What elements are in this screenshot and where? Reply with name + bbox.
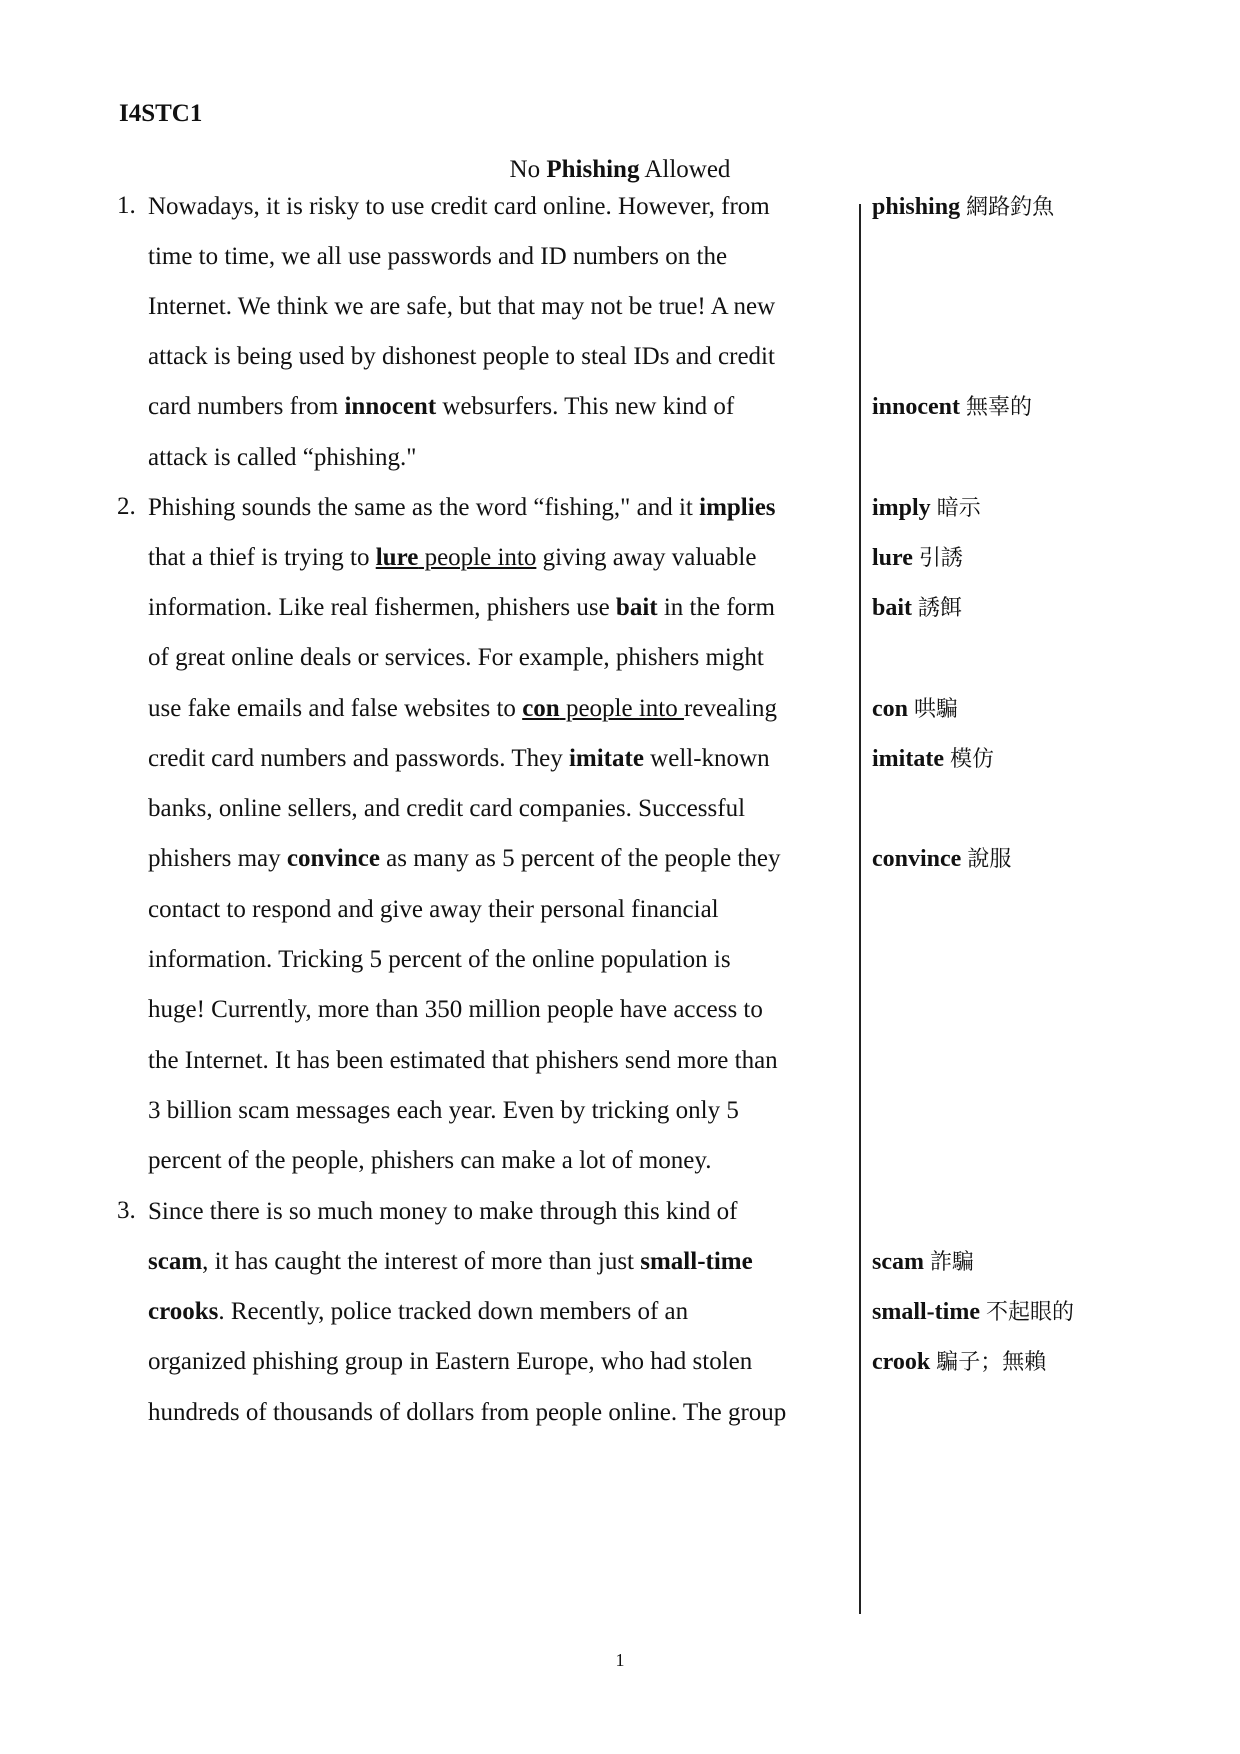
text-line [148, 844, 780, 874]
line-text: Internet. We think we are safe, but that may not be true! A new [148, 293, 776, 320]
line-text: attack is being used by dishonest people to steal IDs and credit [148, 343, 775, 370]
line-text: websurfers. This new kind of [436, 393, 735, 420]
vocab-translation: 誘餌 [918, 596, 963, 621]
keyword-innocent: innocent [344, 393, 437, 420]
line-text: information. Like real fishermen, phishers use [148, 594, 616, 621]
text-line [148, 694, 777, 724]
text-line [148, 1297, 688, 1327]
vocab-entry-phishing [872, 192, 1054, 223]
vocab-entry-convince [872, 844, 1011, 875]
line-text: organized phishing group in Eastern Europe, who had stolen [148, 1348, 753, 1375]
line-text: hundreds of thousands of dollars from people online. The group [148, 1399, 787, 1426]
underlined-phrase: people into [418, 544, 537, 571]
text-line [148, 192, 770, 222]
text-line [148, 945, 731, 975]
keyword-con: con [522, 695, 560, 722]
line-text: , it has caught the interest of more than just [202, 1248, 641, 1275]
text-line [148, 1197, 738, 1227]
text-line [148, 242, 727, 272]
line-text: Phishing sounds the same as the word “fishing," and it [148, 494, 700, 521]
vocab-translation: 引誘 [918, 546, 963, 571]
keyword-crooks: crooks [148, 1298, 219, 1325]
text-line [148, 593, 775, 623]
paragraph-number-1: 1. [117, 192, 136, 219]
vocab-translation: 網路釣魚 [966, 195, 1055, 220]
vocab-translation: 詐騙 [929, 1250, 974, 1275]
line-text: Since there is so much money to make through this kind of [148, 1198, 738, 1225]
vocab-entry-lure [872, 543, 963, 574]
line-text: in the form [657, 594, 775, 621]
text-line [148, 543, 756, 573]
text-line [148, 643, 764, 673]
text-line [148, 895, 719, 925]
vocab-translation: 說服 [967, 847, 1012, 872]
vocab-word: innocent [872, 394, 961, 420]
keyword-imitate: imitate [568, 745, 644, 772]
line-text: use fake emails and false websites to [148, 695, 523, 722]
vocab-word: convince [872, 846, 962, 872]
vocab-translation: 哄騙 [914, 697, 959, 722]
vocab-translation: 暗示 [936, 496, 981, 521]
keyword-bait: bait [615, 594, 658, 621]
vocab-word: small-time [872, 1299, 980, 1325]
text-line [148, 1347, 752, 1377]
text-line [148, 342, 775, 372]
keyword-implies: implies [699, 494, 776, 521]
line-text: information. Tricking 5 percent of the online population is [148, 946, 731, 973]
text-line [148, 443, 416, 473]
text-line [148, 1146, 711, 1176]
keyword-lure: lure [375, 544, 419, 571]
text-line [148, 1096, 739, 1126]
keyword-convince: convince [286, 845, 380, 872]
line-text: huge! Currently, more than 350 million people have access to [148, 996, 763, 1023]
text-line [148, 493, 776, 523]
text-line [148, 995, 763, 1025]
vocab-entry-innocent [872, 392, 1032, 423]
line-text: credit card numbers and passwords. They [148, 745, 569, 772]
paragraph-number-2: 2. [117, 493, 136, 520]
vocab-entry-crook [872, 1347, 1046, 1378]
vocab-entry-scam [872, 1247, 974, 1278]
paragraph-number-3: 3. [117, 1197, 136, 1224]
vocab-word: imply [872, 495, 931, 521]
page-number: 1 [615, 1650, 625, 1670]
text-line [148, 292, 775, 322]
line-text: 3 billion scam messages each year. Even by tricking only 5 [148, 1097, 739, 1124]
line-text: banks, online sellers, and credit card companies. Successful [148, 795, 746, 822]
vocab-word: con [872, 696, 908, 722]
text-line [148, 744, 770, 774]
line-text: . Recently, police tracked down members of an [218, 1298, 689, 1325]
keyword-scam: scam [148, 1248, 203, 1275]
title-pre: No [509, 156, 547, 183]
text-line [148, 794, 745, 824]
line-text: phishers may [148, 845, 287, 872]
underlined-phrase: people into [559, 695, 684, 722]
line-text: card numbers from [148, 393, 345, 420]
text-line [148, 1247, 753, 1277]
title-bold: Phishing [546, 156, 640, 183]
vocab-translation: 騙子；無賴 [936, 1350, 1047, 1375]
vocab-entry-imitate [872, 744, 994, 775]
line-text: percent of the people, phishers can make a lot of money. [148, 1147, 712, 1174]
vocab-entry-con [872, 694, 958, 725]
vocab-word: phishing [872, 194, 961, 220]
line-text: well-known [643, 745, 770, 772]
line-text: time to time, we all use passwords and ID numbers on the [148, 243, 728, 270]
vocab-word: crook [872, 1349, 931, 1375]
line-text: revealing [683, 695, 777, 722]
vocab-entry-bait [872, 593, 962, 624]
vocab-translation: 不起眼的 [985, 1300, 1074, 1325]
text-line [148, 1398, 786, 1428]
vocab-entry-imply [872, 493, 981, 524]
text-line [148, 1046, 778, 1076]
vocab-word: scam [872, 1249, 924, 1275]
line-text: the Internet. It has been estimated that phishers send more than [148, 1047, 778, 1074]
line-text: as many as 5 percent of the people they [379, 845, 781, 872]
vocab-translation: 模仿 [949, 747, 994, 772]
vocab-word: lure [872, 545, 913, 571]
vocab-entry-small-time [872, 1297, 1074, 1328]
keyword-small-time: small-time [640, 1248, 753, 1275]
line-text: contact to respond and give away their personal financial [148, 896, 719, 923]
vocab-word: bait [872, 595, 913, 621]
vocab-translation: 無辜的 [966, 395, 1033, 420]
line-text: that a thief is trying to [148, 544, 376, 571]
line-text: giving away valuable [536, 544, 757, 571]
vocab-word: imitate [872, 746, 944, 772]
line-text: attack is called “phishing." [148, 444, 417, 471]
title-post: Allowed [639, 156, 731, 183]
document-title [0, 156, 1240, 184]
line-text: of great online deals or services. For example, phishers might [148, 644, 764, 671]
document-code: I4STC1 [119, 100, 203, 127]
vocab-divider [859, 204, 861, 1614]
line-text: Nowadays, it is risky to use credit card online. However, from [148, 193, 770, 220]
text-line [148, 392, 734, 422]
